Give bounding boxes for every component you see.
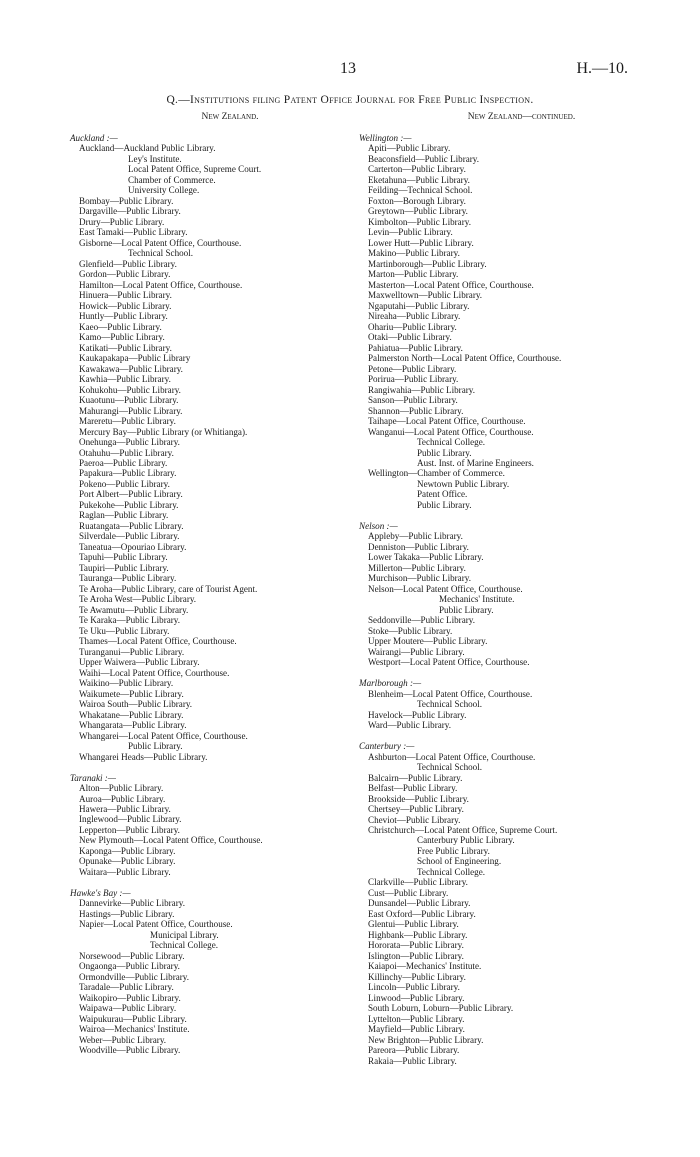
institution-entry: Norsewood—Public Library.	[79, 950, 185, 961]
institution-entry: Kawhia—Public Library.	[79, 374, 171, 385]
institution-entry: Mareretu—Public Library.	[79, 416, 176, 427]
institution-entry: Belfast—Public Library.	[368, 783, 458, 794]
institution-entry: Technical College.	[150, 940, 219, 951]
region-name: Canterbury :—	[359, 741, 415, 752]
institution-entry: Taihape—Local Patent Office, Courthouse.	[368, 416, 526, 427]
institution-entry: Cheviot—Public Library.	[368, 814, 461, 825]
institution-entry: Rakaia—Public Library.	[368, 1055, 457, 1066]
institution-entry: Appleby—Public Library.	[368, 531, 463, 542]
institution-entry: Westport—Local Patent Office, Courthouse.	[368, 657, 530, 668]
institution-entry: Huntly—Public Library.	[79, 311, 168, 322]
institution-entry: East Oxford—Public Library.	[368, 908, 476, 919]
institution-entry: Auckland—Auckland Public Library.	[79, 143, 216, 154]
institution-entry: Seddonville—Public Library.	[368, 615, 476, 626]
institution-entry: Kohukohu—Public Library.	[79, 384, 181, 395]
page-number: 13	[340, 60, 356, 77]
institution-entry: Shannon—Public Library.	[368, 405, 464, 416]
region-name: Auckland :—	[70, 132, 118, 143]
institution-entry: Chamber of Commerce.	[128, 174, 216, 185]
institution-entry: Ormondville—Public Library.	[79, 971, 190, 982]
institution-entry: Alton—Public Library.	[79, 783, 164, 794]
institution-entry: Kimbolton—Public Library.	[368, 216, 471, 227]
institution-entry: Te Uku—Public Library.	[79, 625, 170, 636]
right-column	[359, 112, 644, 1066]
institution-entry: Waikopiro—Public Library.	[79, 992, 181, 1003]
institution-entry: Inglewood—Public Library.	[79, 814, 182, 825]
institution-entry: Linwood—Public Library.	[368, 992, 465, 1003]
institution-entry: Kawakawa—Public Library.	[79, 363, 183, 374]
institution-entry: Whangarei Heads—Public Library.	[79, 751, 208, 762]
institution-entry: Hororata—Public Library.	[368, 940, 464, 951]
institution-entry: Cust—Public Library.	[368, 887, 449, 898]
institution-entry: Lepperton—Public Library.	[79, 824, 180, 835]
institution-entry: Municipal Library.	[150, 929, 219, 940]
institution-entry: Denniston—Public Library.	[368, 541, 469, 552]
institution-entry: Dunsandel—Public Library.	[368, 898, 471, 909]
page-title: Q.—Institutions filing Patent Office Journal for Free Public Inspection.	[166, 94, 534, 106]
institution-entry: Wanganui—Local Patent Office, Courthouse.	[368, 426, 534, 437]
institution-entry: Hamilton—Local Patent Office, Courthouse.	[79, 279, 243, 290]
institution-entry: Auroa—Public Library.	[79, 793, 166, 804]
institution-entry: New Plymouth—Local Patent Office, Courthouse.	[79, 835, 263, 846]
institution-entry: Tauranga—Public Library.	[79, 573, 177, 584]
institution-entry: Patent Office.	[417, 489, 468, 500]
institution-entry: Islington—Public Library.	[368, 950, 464, 961]
institution-entry: Ward—Public Library.	[368, 720, 452, 731]
institution-entry: Technical College.	[417, 437, 486, 448]
institution-entry: Taradale—Public Library.	[79, 982, 174, 993]
institution-entry: Raglan—Public Library.	[79, 510, 169, 521]
column-heading: New Zealand—continued.	[467, 112, 576, 122]
institution-entry: Canterbury Public Library.	[417, 835, 515, 846]
institution-entry: Opunake—Public Library.	[79, 856, 176, 867]
institution-entry: Ley's Institute.	[128, 153, 182, 164]
institution-entry: Waipawa—Public Library.	[79, 1003, 177, 1014]
institution-entry: Ruatangata—Public Library.	[79, 520, 184, 531]
institution-entry: Technical School.	[417, 762, 483, 773]
institution-entry: Public Library.	[417, 447, 472, 458]
institution-entry: University College.	[128, 185, 200, 196]
institution-entry: Bombay—Public Library.	[79, 195, 174, 206]
institution-entry: Technical School.	[417, 699, 483, 710]
institution-entry: Hawera—Public Library.	[79, 804, 171, 814]
institution-entry: Technical College.	[417, 866, 486, 877]
institution-entry: Christchurch—Local Patent Office, Supreme Court.	[368, 825, 558, 835]
institution-entry: Stoke—Public Library.	[368, 625, 453, 636]
institution-entry: Te Awamutu—Public Library.	[79, 604, 189, 615]
institution-entry: Eketahuna—Public Library.	[368, 174, 470, 185]
institution-entry: Mechanics' Institute.	[439, 594, 515, 605]
institution-entry: Thames—Local Patent Office, Courthouse.	[79, 636, 237, 647]
institution-entry: Drury—Public Library.	[79, 216, 165, 227]
institution-entry: Pahiatua—Public Library.	[368, 342, 463, 353]
institution-entry: Dannevirke—Public Library.	[79, 898, 185, 909]
institution-entry: Ongaonga—Public Library.	[79, 961, 180, 972]
region-section	[70, 133, 350, 762]
institution-entry: Highbank—Public Library.	[368, 929, 468, 940]
institution-entry: Greytown—Public Library.	[368, 206, 468, 217]
institution-entry: Mayfield—Public Library.	[368, 1024, 465, 1035]
institution-entry: Silverdale—Public Library.	[79, 531, 180, 542]
institution-entry: Otahuhu—Public Library.	[79, 447, 174, 458]
institution-entry: Gisborne—Local Patent Office, Courthouse.	[79, 237, 242, 248]
institution-entry: Carterton—Public Library.	[368, 164, 466, 175]
institution-entry: Weber—Public Library.	[79, 1034, 167, 1045]
institution-entry: Balcairn—Public Library.	[368, 772, 463, 783]
institution-entry: Nelson—Local Patent Office, Courthouse.	[368, 583, 523, 594]
institution-entry: Killinchy—Public Library.	[368, 971, 466, 982]
institution-entry: Mercury Bay—Public Library (or Whitianga).	[79, 426, 248, 437]
institution-entry: Makino—Public Library.	[368, 248, 460, 259]
institution-entry: Free Public Library.	[417, 845, 490, 856]
region-name: Marlborough :—	[359, 678, 422, 689]
institution-entry: Otaki—Public Library.	[368, 332, 452, 343]
institution-entry: South Loburn, Loburn—Public Library.	[368, 1003, 514, 1014]
institution-entry: Kaukapakapa—Public Library	[79, 353, 191, 364]
institution-entry: Port Albert—Public Library.	[79, 489, 183, 500]
institution-entry: Turanganui—Public Library.	[79, 646, 185, 657]
institution-entry: Foxton—Borough Library.	[368, 195, 466, 206]
institution-entry: Howick—Public Library.	[79, 300, 172, 311]
institution-entry: Kaiapoi—Mechanics' Institute.	[368, 961, 482, 972]
institution-entry: Masterton—Local Patent Office, Courthouse.	[368, 279, 534, 290]
institution-entry: Wairoa South—Public Library.	[79, 699, 193, 710]
region-name: Wellington :—	[359, 132, 412, 143]
institution-entry: Gordon—Public Library.	[79, 269, 171, 280]
institution-entry: Maxwelltown—Public Library.	[368, 290, 483, 301]
institution-entry: Waikumete—Public Library.	[79, 688, 184, 699]
institution-entry: Beaconsfield—Public Library.	[368, 153, 480, 164]
institution-entry: Glenfield—Public Library.	[79, 258, 177, 269]
institution-entry: Whakatane—Public Library.	[79, 709, 184, 720]
column-heading: New Zealand.	[201, 112, 259, 122]
institution-entry: Murchison—Public Library.	[368, 573, 471, 584]
institution-entry: Whangarei—Local Patent Office, Courthouse.	[79, 730, 248, 741]
institution-entry: Woodville—Public Library.	[79, 1045, 181, 1056]
institution-entry: Martinborough—Public Library.	[368, 258, 487, 269]
institution-entry: Pareora—Public Library.	[368, 1045, 460, 1056]
institution-entry: Waitara—Public Library.	[79, 866, 171, 877]
institution-entry: Ohariu—Public Library.	[368, 321, 457, 332]
institution-entry: Glentui—Public Library.	[368, 919, 459, 930]
region-name: Hawke's Bay :—	[70, 887, 131, 898]
institution-entry: Apiti—Public Library.	[368, 143, 451, 154]
institution-entry: Marton—Public Library.	[368, 269, 459, 280]
institution-entry: Te Karaka—Public Library.	[79, 615, 181, 626]
institution-entry: Hinuera—Public Library.	[79, 290, 172, 301]
institution-entry: Newtown Public Library.	[417, 478, 510, 489]
institution-entry: Onehunga—Public Library.	[79, 437, 180, 448]
institution-entry: Public Library.	[417, 499, 472, 510]
institution-entry: Kamo—Public Library.	[79, 332, 165, 343]
institution-entry: Palmerston North—Local Patent Office, Courthouse.	[368, 353, 562, 364]
institution-entry: Lower Hutt—Public Library.	[368, 237, 474, 248]
institution-entry: Ashburton—Local Patent Office, Courthouse.	[368, 751, 536, 762]
institution-entry: Upper Moutere—Public Library.	[368, 636, 488, 647]
institution-entry: Public Library.	[128, 741, 183, 752]
region-section	[359, 741, 644, 1066]
region-section	[359, 521, 644, 668]
institution-entry: Waipukurau—Public Library.	[79, 1013, 187, 1024]
institution-entry: Brookside—Public Library.	[368, 793, 469, 804]
region-section	[70, 773, 350, 878]
institution-entry: Upper Waiwera—Public Library.	[79, 657, 200, 668]
institution-entry: Kaponga—Public Library.	[79, 845, 176, 856]
institution-entry: Aust. Inst. of Marine Engineers.	[417, 458, 534, 468]
institution-entry: Levin—Public Library.	[368, 227, 453, 238]
institution-entry: Wellington—Chamber of Commerce.	[368, 468, 505, 479]
institution-entry: Lyttelton—Public Library.	[368, 1013, 465, 1024]
institution-entry: Taneatua—Opouriao Library.	[79, 541, 187, 552]
institution-entry: Clarkville—Public Library.	[368, 877, 468, 888]
institution-entry: Lower Takaka—Public Library.	[368, 552, 484, 563]
institution-entry: Petone—Public Library.	[368, 363, 457, 374]
region-section	[359, 678, 644, 730]
institution-entry: Paeroa—Public Library.	[79, 458, 168, 468]
institution-entry: Rangiwahia—Public Library.	[368, 384, 475, 395]
left-column	[70, 112, 350, 1056]
institution-entry: Chertsey—Public Library.	[368, 804, 464, 815]
institution-entry: Pukekohe—Public Library.	[79, 499, 179, 510]
institution-entry: Wairangi—Public Library.	[368, 646, 465, 657]
institution-entry: Napier—Local Patent Office, Courthouse.	[79, 919, 233, 930]
institution-entry: Waikino—Public Library.	[79, 678, 174, 689]
institution-entry: Porirua—Public Library.	[368, 374, 459, 385]
region-name: Nelson :—	[359, 520, 398, 531]
institution-entry: Pokeno—Public Library.	[79, 478, 170, 489]
institution-entry: School of Engineering.	[417, 856, 502, 867]
institution-entry: Tapuhi—Public Library.	[79, 552, 168, 563]
institution-entry: Kaeo—Public Library.	[79, 321, 162, 332]
institution-entry: Blenheim—Local Patent Office, Courthouse.	[368, 688, 533, 699]
institution-entry: Papakura—Public Library.	[79, 468, 177, 479]
institution-entry: Local Patent Office, Supreme Court.	[128, 164, 262, 175]
institution-entry: Kuaotunu—Public Library.	[79, 395, 179, 406]
document-reference: H.—10.	[576, 60, 628, 77]
region-name: Taranaki :—	[70, 772, 116, 783]
institution-entry: Dargaville—Public Library.	[79, 206, 181, 217]
region-section	[70, 888, 350, 1056]
institution-entry: Wairoa—Mechanics' Institute.	[79, 1024, 190, 1035]
institution-entry: Hastings—Public Library.	[79, 908, 175, 919]
institution-entry: Waihi—Local Patent Office, Courthouse.	[79, 667, 230, 678]
institution-entry: Feilding—Technical School.	[368, 185, 473, 196]
region-section	[359, 133, 644, 510]
institution-entry: Taupiri—Public Library.	[79, 562, 169, 573]
institution-entry: Whangarata—Public Library.	[79, 720, 187, 731]
institution-entry: Havelock—Public Library.	[368, 709, 467, 720]
institution-entry: East Tamaki—Public Library.	[79, 227, 188, 238]
institution-entry: Ngaputahi—Public Library.	[368, 300, 470, 311]
institution-entry: Nireaha—Public Library.	[368, 311, 461, 322]
institution-entry: Te Aroha West—Public Library.	[79, 594, 197, 605]
institution-entry: Technical School.	[128, 248, 194, 259]
institution-entry: Mahurangi—Public Library.	[79, 405, 183, 416]
institution-entry: New Brighton—Public Library.	[368, 1034, 484, 1045]
institution-entry: Millerton—Public Library.	[368, 562, 466, 573]
institution-entry: Te Aroha—Public Library, care of Tourist Agent.	[79, 583, 258, 594]
institution-entry: Public Library.	[439, 604, 494, 615]
institution-entry: Katikati—Public Library.	[79, 342, 172, 353]
institution-entry: Lincoln—Public Library.	[368, 982, 460, 993]
institution-entry: Sanson—Public Library.	[368, 395, 458, 406]
